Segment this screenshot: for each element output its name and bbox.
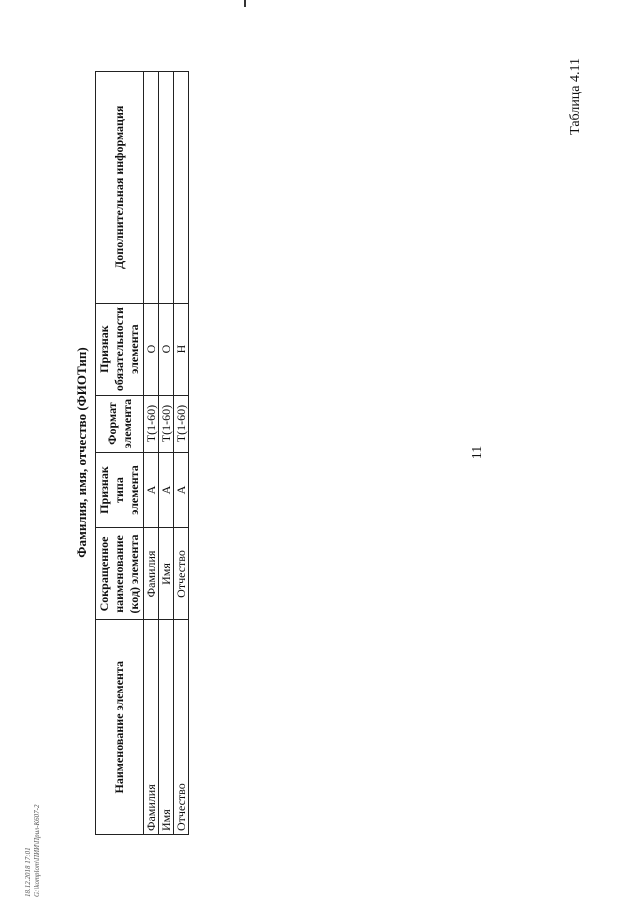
cell-info xyxy=(144,72,159,304)
cell-required: О xyxy=(159,303,174,395)
table-row xyxy=(144,72,159,835)
cell-required: О xyxy=(144,303,159,395)
cell-code: Отчество xyxy=(174,528,189,620)
cell-type: А xyxy=(144,452,159,528)
cell-info xyxy=(174,72,189,304)
cell-required: Н xyxy=(174,303,189,395)
column-header-info: Дополнительная информация xyxy=(96,72,144,304)
table-row xyxy=(174,72,189,835)
footer-stamp-date: 18.12.2018 17:01 xyxy=(24,847,32,897)
page-number: 11 xyxy=(470,445,485,460)
column-header-required: Признак обязательности элемента xyxy=(96,303,144,395)
table-title: Фамилия, имя, отчество (ФИОТип) xyxy=(74,347,89,558)
cell-code: Имя xyxy=(159,528,174,620)
data-table xyxy=(95,71,189,835)
table-label: Таблица 4.11 xyxy=(568,58,583,135)
cell-name: Отчество xyxy=(174,620,189,835)
cell-format: T(1-60) xyxy=(174,395,189,452)
footer-stamp xyxy=(24,805,42,897)
column-header-format: Формат элемента xyxy=(96,395,144,452)
cell-info xyxy=(159,72,174,304)
cell-name: Фамилия xyxy=(144,620,159,835)
cell-type: А xyxy=(159,452,174,528)
cell-format: T(1-60) xyxy=(144,395,159,452)
footer-stamp-path: G:\komplom\ПИИ\Прил-К607-2 xyxy=(33,804,41,897)
column-header-name: Наименование элемента xyxy=(96,620,144,835)
cell-type: А xyxy=(174,452,189,528)
cell-name: Имя xyxy=(159,620,174,835)
table-row xyxy=(159,72,174,835)
cell-code: Фамилия xyxy=(144,528,159,620)
column-header-type: Признак типа элемента xyxy=(96,452,144,528)
cell-format: T(1-60) xyxy=(159,395,174,452)
column-header-code: Сокращенное наименование (код) элемента xyxy=(96,528,144,620)
table-header-row xyxy=(96,72,144,835)
